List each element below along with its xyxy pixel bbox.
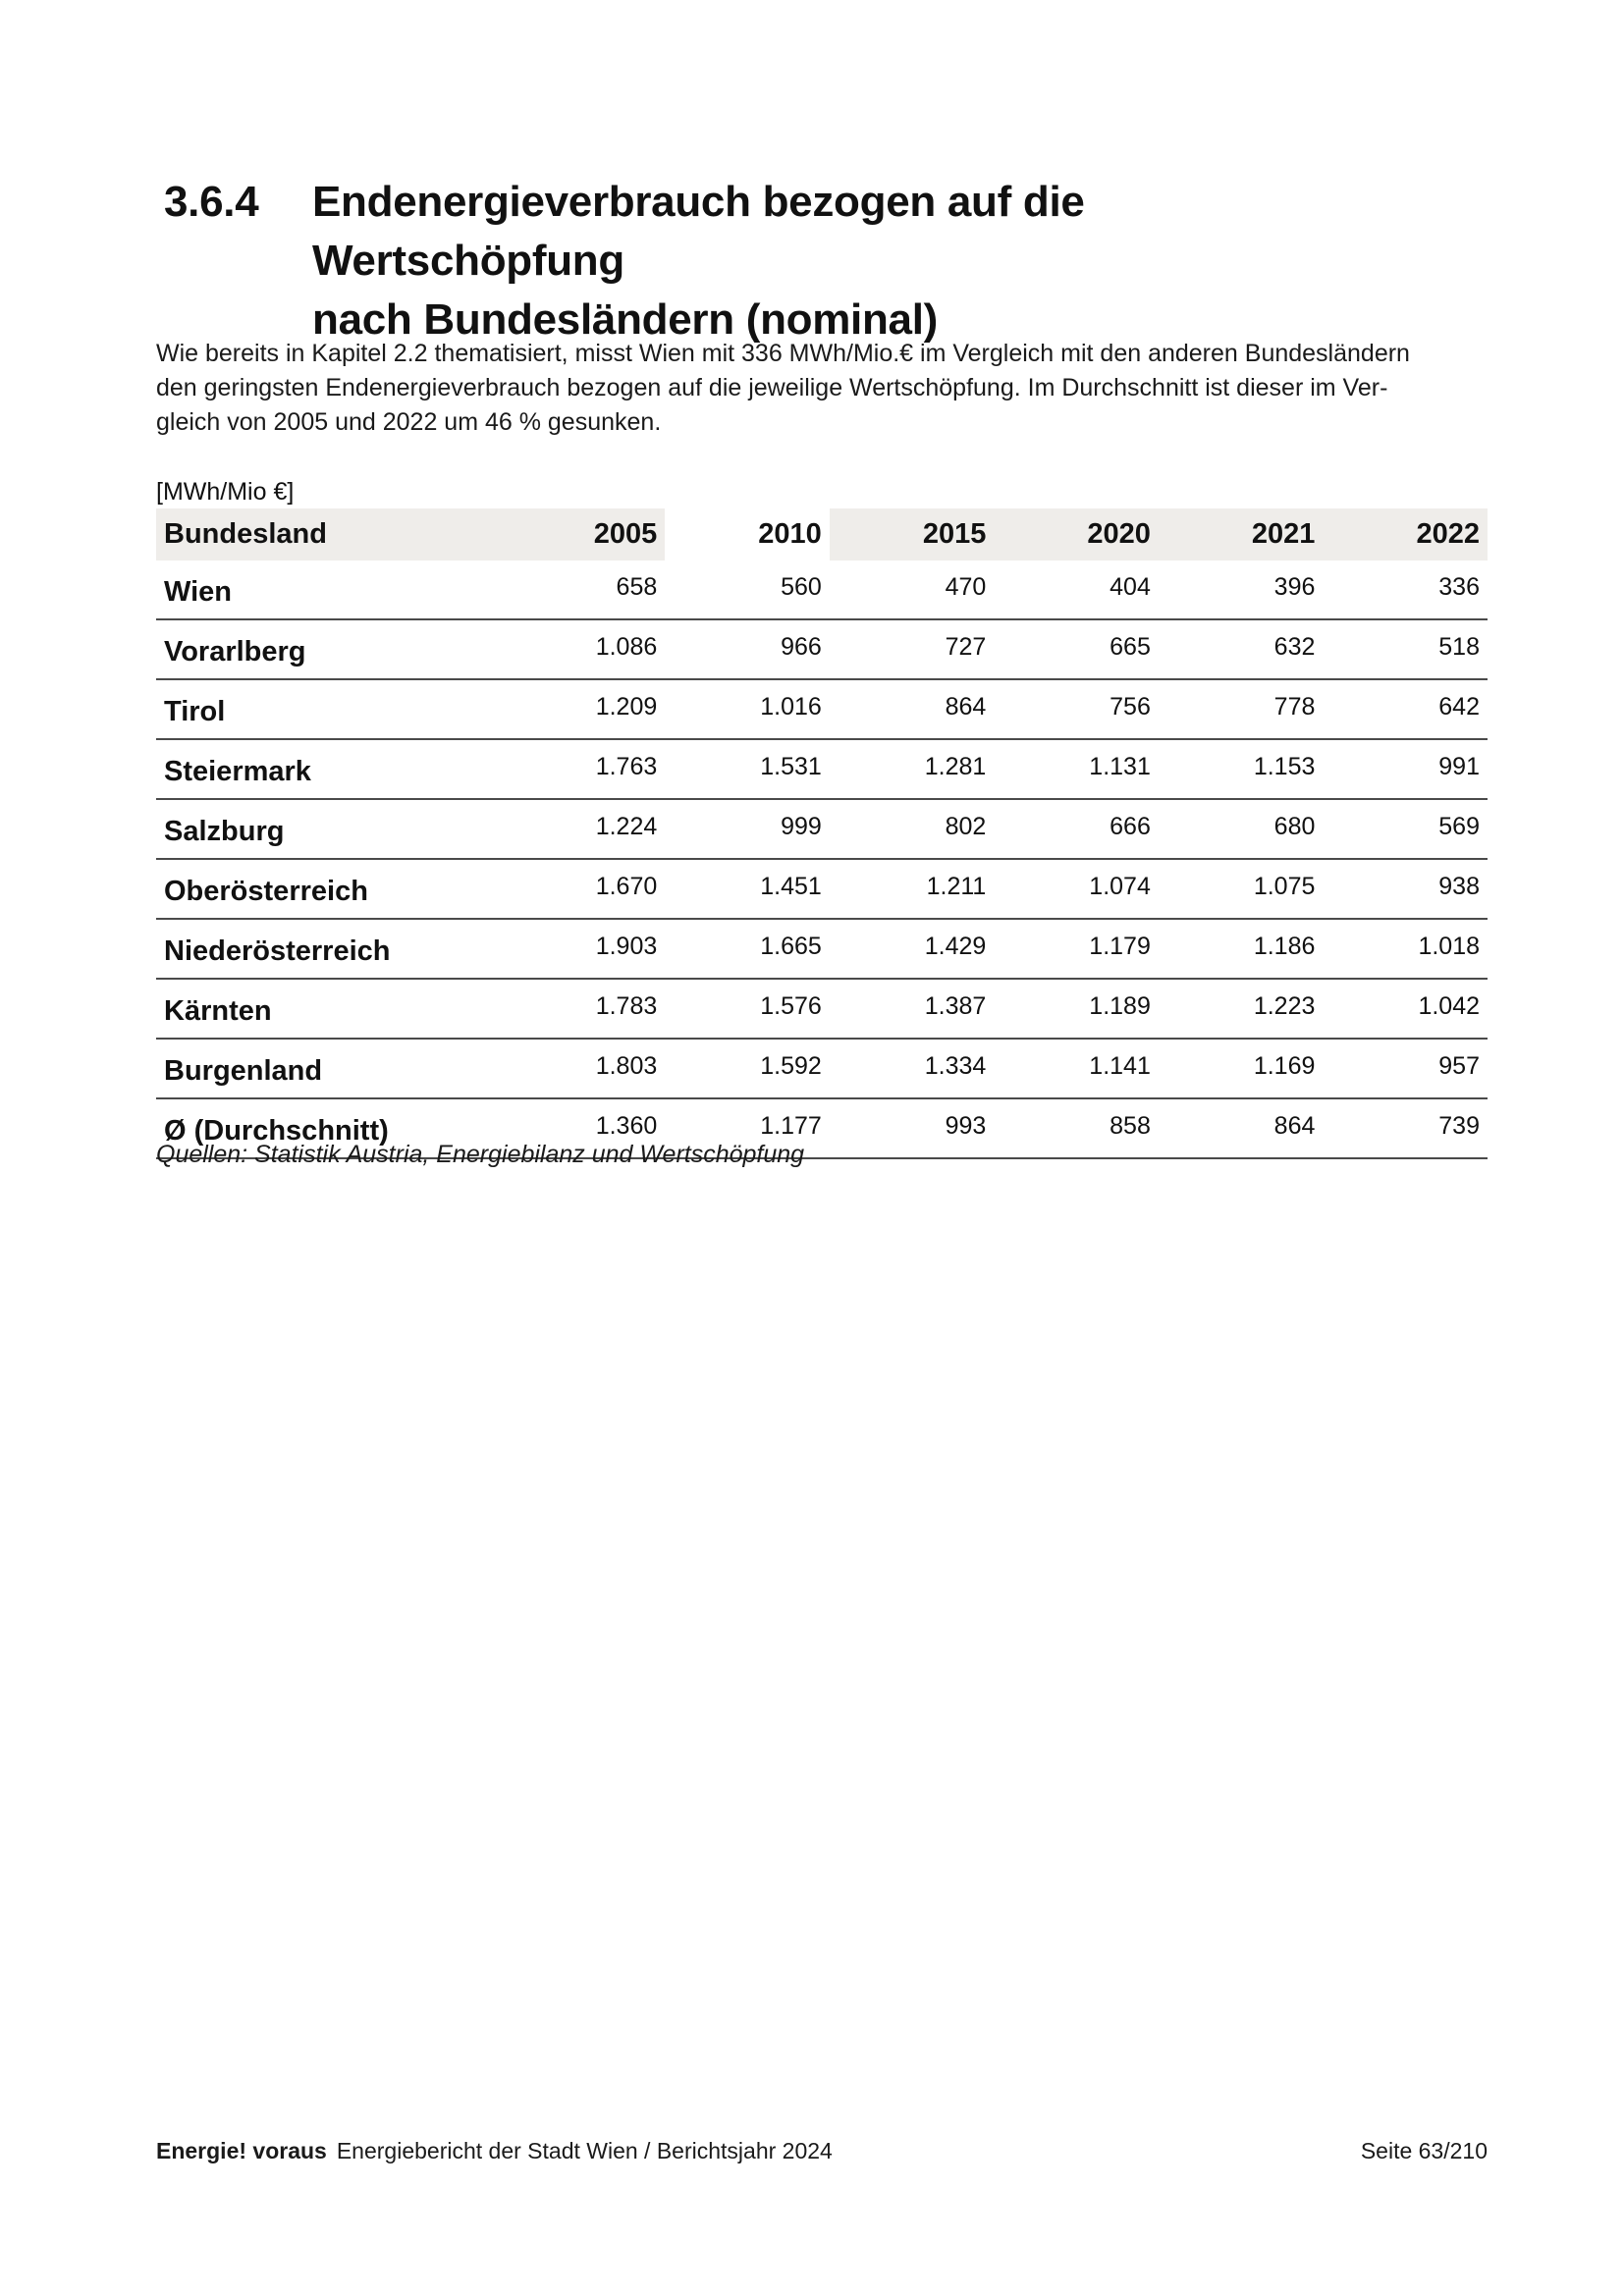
table-cell-value: 864 xyxy=(1273,1112,1316,1140)
table-cell-value: 680 xyxy=(1273,813,1316,840)
table-row xyxy=(156,619,1488,679)
table-cell-value: 1.451 xyxy=(760,873,822,900)
table-cell-value: 1.177 xyxy=(760,1112,822,1140)
table-cell-value: 569 xyxy=(1438,813,1480,840)
table-cell-value: 404 xyxy=(1110,573,1151,601)
row-label-bundesland: Kärnten xyxy=(164,995,272,1027)
table-row xyxy=(156,561,1488,619)
table-cell-value: 658 xyxy=(616,573,658,601)
table-cell-value: 739 xyxy=(1438,1112,1480,1140)
table-row xyxy=(156,679,1488,739)
page-number: Seite 63/210 xyxy=(1360,2138,1488,2163)
table-cell-value: 642 xyxy=(1438,693,1480,721)
row-label-bundesland: Salzburg xyxy=(164,816,285,847)
section-heading xyxy=(164,173,1489,349)
intro-paragraph xyxy=(156,337,1491,440)
column-header-2021: 2021 xyxy=(1159,508,1324,561)
footer-brand: Energie! voraus xyxy=(156,2138,327,2163)
row-label-bundesland: Ø (Durchschnitt) xyxy=(164,1115,389,1147)
table-cell-value: 1.763 xyxy=(595,753,658,780)
row-label-bundesland: Burgenland xyxy=(164,1055,323,1087)
table-cell-value: 1.042 xyxy=(1418,992,1480,1020)
table-row xyxy=(156,919,1488,979)
table-cell-value: 727 xyxy=(945,633,987,661)
section-title xyxy=(312,173,1294,349)
section-number: 3.6.4 xyxy=(164,178,259,226)
table-row xyxy=(156,739,1488,799)
table-cell-value: 938 xyxy=(1438,873,1480,900)
table-cell-value: 1.186 xyxy=(1253,933,1316,960)
table-cell-value: 1.670 xyxy=(595,873,658,900)
table-cell-value: 999 xyxy=(781,813,822,840)
intro-line-1: Wie bereits in Kapitel 2.2 thematisiert, misst Wien mit 336 MWh/Mio.€ im Vergleich mit den anderen Bundesländern xyxy=(156,340,1410,367)
table-cell-value: 993 xyxy=(945,1112,987,1140)
table-cell-value: 1.131 xyxy=(1089,753,1151,780)
table-cell-value: 1.803 xyxy=(595,1052,658,1080)
table-cell-value: 1.075 xyxy=(1253,873,1316,900)
table-cell-value: 1.169 xyxy=(1253,1052,1316,1080)
table-cell-value: 1.018 xyxy=(1418,933,1480,960)
footer-left xyxy=(156,2136,833,2165)
table-cell-value: 396 xyxy=(1273,573,1316,601)
table-cell-value: 518 xyxy=(1438,633,1480,661)
table-cell-value: 1.429 xyxy=(924,933,987,960)
row-label-bundesland: Steiermark xyxy=(164,756,311,787)
row-label-bundesland: Niederösterreich xyxy=(164,935,391,967)
table-cell-value: 1.334 xyxy=(924,1052,987,1080)
table-unit-label: [MWh/Mio €] xyxy=(156,478,295,506)
table-cell-value: 991 xyxy=(1438,753,1480,780)
table-cell-value: 1.360 xyxy=(595,1112,658,1140)
table-cell-value: 858 xyxy=(1110,1112,1151,1140)
column-header-2020: 2020 xyxy=(994,508,1159,561)
column-header-bundesland: Bundesland xyxy=(156,508,501,561)
table-cell-value: 560 xyxy=(781,573,822,601)
table-cell-value: 1.903 xyxy=(595,933,658,960)
table-cell-value: 1.141 xyxy=(1089,1052,1151,1080)
table-cell-value: 1.576 xyxy=(760,992,822,1020)
table-cell-value: 336 xyxy=(1438,573,1480,601)
table-cell-value: 1.783 xyxy=(595,992,658,1020)
table-cell-value: 1.531 xyxy=(760,753,822,780)
column-header-2010: 2010 xyxy=(758,518,822,550)
intro-line-3: gleich von 2005 und 2022 um 46 % gesunken. xyxy=(156,408,662,436)
table-row xyxy=(156,859,1488,919)
table-cell-value: 778 xyxy=(1273,693,1316,721)
section-title-line-2: nach Bundesländern (nominal) xyxy=(312,295,938,344)
table-cell-value: 966 xyxy=(781,633,822,661)
row-label-bundesland: Wien xyxy=(164,576,233,608)
table-cell-value: 1.281 xyxy=(924,753,987,780)
footer-report-title: Energiebericht der Stadt Wien / Berichtsjahr 2024 xyxy=(336,2138,833,2163)
source-note: Quellen: Statistik Austria, Energiebilanz und Wertschöpfung xyxy=(156,1141,805,1168)
table-cell-value: 802 xyxy=(945,813,987,840)
table-cell-value: 1.086 xyxy=(595,633,658,661)
table-row xyxy=(156,979,1488,1039)
intro-line-2: den geringsten Endenergieverbrauch bezogen auf die jeweilige Wertschöpfung. Im Durchschnitt ist dieser im Ver- xyxy=(156,374,1388,401)
column-header-2022: 2022 xyxy=(1323,508,1488,561)
energy-intensity-table xyxy=(156,508,1488,1159)
table-cell-value: 1.223 xyxy=(1253,992,1316,1020)
column-header-2015: 2015 xyxy=(830,508,995,561)
table-cell-value: 1.189 xyxy=(1089,992,1151,1020)
table-row xyxy=(156,799,1488,859)
table-cell-value: 1.387 xyxy=(924,992,987,1020)
table-cell-value: 632 xyxy=(1273,633,1316,661)
table-cell-value: 1.211 xyxy=(926,873,987,900)
section-title-line-1: Endenergieverbrauch bezogen auf die Wertschöpfung xyxy=(312,178,1085,285)
table-cell-value: 1.016 xyxy=(760,693,822,721)
table-cell-value: 1.224 xyxy=(595,813,658,840)
table-cell-value: 1.074 xyxy=(1089,873,1151,900)
table-cell-value: 665 xyxy=(1110,633,1151,661)
table-body xyxy=(156,561,1488,1158)
row-label-bundesland: Oberösterreich xyxy=(164,876,368,907)
table-cell-value: 756 xyxy=(1110,693,1151,721)
page-footer xyxy=(156,2136,1488,2165)
table-cell-value: 666 xyxy=(1110,813,1151,840)
table-cell-value: 864 xyxy=(945,693,987,721)
table-cell-value: 957 xyxy=(1438,1052,1480,1080)
table-cell-value: 1.153 xyxy=(1253,753,1316,780)
table-header-row xyxy=(156,508,1488,561)
row-label-bundesland: Tirol xyxy=(164,696,226,727)
row-label-bundesland: Vorarlberg xyxy=(164,636,306,667)
table-cell-value: 1.665 xyxy=(760,933,822,960)
column-header-2005: 2005 xyxy=(501,508,666,561)
table-row xyxy=(156,1039,1488,1098)
table-cell-value: 1.209 xyxy=(595,693,658,721)
table-cell-value: 1.179 xyxy=(1089,933,1151,960)
table-cell-value: 470 xyxy=(945,573,987,601)
table-cell-value: 1.592 xyxy=(760,1052,822,1080)
